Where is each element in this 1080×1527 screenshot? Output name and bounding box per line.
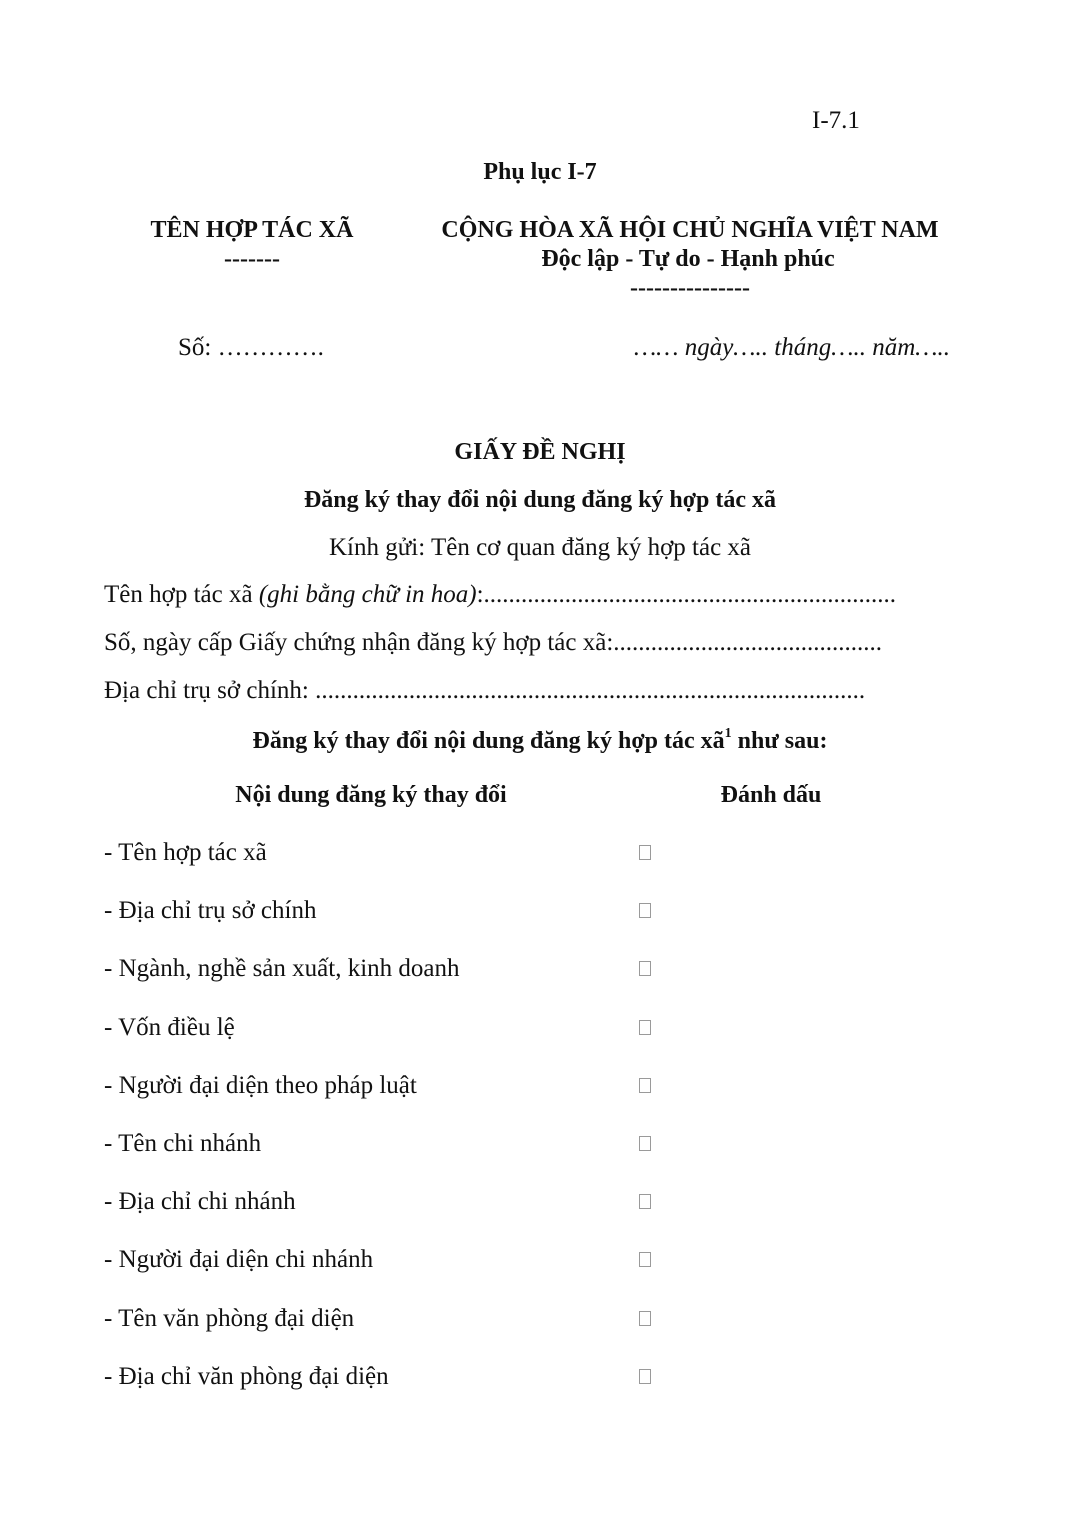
column-header-mark: Đánh dấu xyxy=(720,782,822,808)
checkbox-icon[interactable] xyxy=(639,1194,651,1209)
change-item-row xyxy=(0,1304,1080,1334)
document-date: …… ngày….. tháng….. năm….. xyxy=(634,334,950,361)
checkbox-icon[interactable] xyxy=(639,903,651,918)
national-motto: Độc lập - Tự do - Hạnh phúc xyxy=(541,246,835,272)
change-item-label: - Người đại diện chi nhánh xyxy=(104,1246,374,1273)
checkbox-icon[interactable] xyxy=(639,1136,651,1151)
change-item-row xyxy=(0,1013,1080,1043)
checkbox-icon[interactable] xyxy=(639,1252,651,1267)
change-item-row xyxy=(0,1071,1080,1101)
change-item-label: - Địa chỉ trụ sở chính xyxy=(104,897,317,924)
checkbox-icon[interactable] xyxy=(639,1020,651,1035)
change-item-label: - Ngành, nghề sản xuất, kinh doanh xyxy=(104,955,460,982)
checkbox-icon[interactable] xyxy=(639,961,651,976)
coop-name-hint: (ghi bằng chữ in hoa) xyxy=(258,581,477,608)
change-item-label: - Địa chỉ văn phòng đại diện xyxy=(104,1363,389,1390)
checkbox-icon[interactable] xyxy=(639,1311,651,1326)
changes-heading-suffix: như sau: xyxy=(731,728,828,754)
address-field: Địa chỉ trụ sở chính: ........................................................................................ xyxy=(104,677,866,704)
change-item-label: - Vốn điều lệ xyxy=(104,1014,235,1041)
change-item-row xyxy=(0,1129,1080,1159)
motto-divider: --------------- xyxy=(630,275,750,301)
change-item-label: - Địa chỉ chi nhánh xyxy=(104,1188,296,1215)
coop-name-header: TÊN HỢP TÁC XÃ xyxy=(150,217,354,243)
change-item-label: - Tên văn phòng đại diện xyxy=(104,1305,355,1332)
recipient-line: Kính gửi: Tên cơ quan đăng ký hợp tác xã xyxy=(328,534,752,561)
coop-name-label: Tên hợp tác xã xyxy=(104,581,259,608)
checkbox-icon[interactable] xyxy=(639,1078,651,1093)
coop-name-dots: :.................................................................. xyxy=(476,581,897,608)
checkbox-icon[interactable] xyxy=(639,845,651,860)
change-item-label: - Tên hợp tác xã xyxy=(104,839,267,866)
coop-name-field xyxy=(104,580,896,610)
document-number: Số: …………. xyxy=(178,334,324,361)
change-item-row xyxy=(0,1187,1080,1217)
change-item-row xyxy=(0,1362,1080,1392)
coop-name-divider: ------- xyxy=(224,246,280,272)
change-item-row xyxy=(0,838,1080,868)
document-title: GIẤY ĐỀ NGHỊ xyxy=(454,439,626,465)
changes-heading-text: Đăng ký thay đổi nội dung đăng ký hợp tác xã xyxy=(252,728,725,754)
change-item-label: - Tên chi nhánh xyxy=(104,1130,262,1157)
document-subtitle: Đăng ký thay đổi nội dung đăng ký hợp tác xã xyxy=(303,487,777,513)
form-code: I-7.1 xyxy=(812,107,860,134)
column-header-content: Nội dung đăng ký thay đổi xyxy=(235,782,507,808)
change-item-label: - Người đại diện theo pháp luật xyxy=(104,1072,417,1099)
certificate-field: Số, ngày cấp Giấy chứng nhận đăng ký hợp tác xã:........................................... xyxy=(104,629,883,656)
change-item-row xyxy=(0,896,1080,926)
appendix-title: Phụ lục I-7 xyxy=(483,159,597,185)
changes-heading xyxy=(253,722,828,755)
footnote-marker: 1 xyxy=(724,726,732,741)
nation-header: CỘNG HÒA XÃ HỘI CHỦ NGHĨA VIỆT NAM xyxy=(441,217,939,243)
change-item-row xyxy=(0,954,1080,984)
checkbox-icon[interactable] xyxy=(639,1369,651,1384)
change-item-row xyxy=(0,1245,1080,1275)
